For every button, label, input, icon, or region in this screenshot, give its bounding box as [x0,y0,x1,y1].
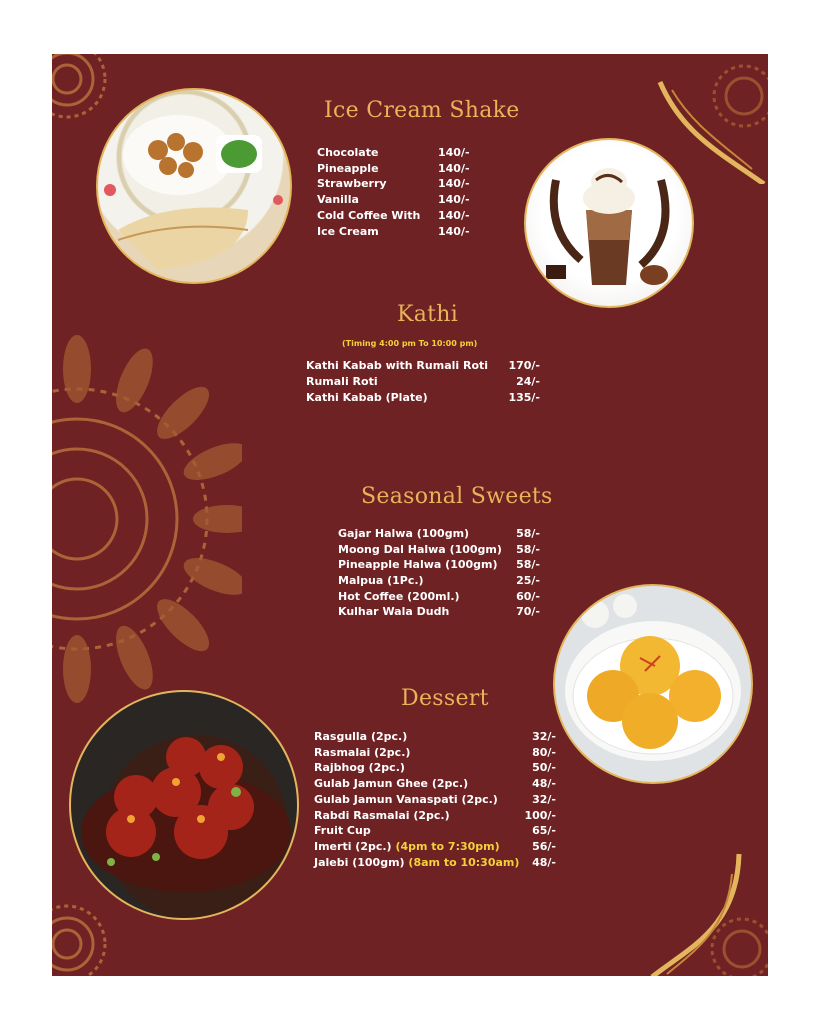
mandala-petal [108,621,160,695]
menu-item-timing: (4pm to 7:30pm) [395,840,500,853]
menu-item-name: Gulab Jamun Vanaspati (2pc.) [314,793,498,806]
menu-item-price: 80/- [532,746,556,759]
mandala-petal [179,436,242,488]
menu-item-name: Rumali Roti [306,375,378,388]
menu-item-price: 50/- [532,761,556,774]
menu-item-price: 65/- [532,824,556,837]
menu-item-price: 56/- [532,840,556,853]
menu-item-price: 140/- [438,177,470,190]
menu-item-name: Kulhar Wala Dudh [338,605,450,618]
menu-item-price: 135/- [508,391,540,404]
menu-item-price: 32/- [532,730,556,743]
menu-item-name: Rasmalai (2pc.) [314,746,411,759]
menu-item-name: Cold Coffee With [317,209,421,222]
menu-item-name: Strawberry [317,177,387,190]
menu-item-name [314,855,519,871]
menu-item-price: 140/- [438,225,470,238]
menu-page [52,54,768,976]
mandala-petal [63,335,91,403]
menu-item-price: 70/- [516,605,540,618]
menu-item-price: 140/- [438,193,470,206]
menu-item-price: 58/- [516,543,540,556]
mandala-top-left-ornament [52,54,112,124]
menu-item-name: Rajbhog (2pc.) [314,761,405,774]
menu-item-name: Kathi Kabab with Rumali Roti [306,359,489,372]
mandala-large-left-ornament [52,304,242,734]
menu-item-name: Moong Dal Halwa (100gm) [338,543,502,556]
menu-item-name: Rabdi Rasmalai (2pc.) [314,809,450,822]
menu-item-price: 170/- [508,359,540,372]
menu-item-name: Vanilla [317,193,359,206]
menu-item-price: 24/- [516,375,540,388]
mandala-petal [108,344,160,418]
menu-item-name: Malpua (1Pc.) [338,574,424,587]
menu-item-name [314,839,500,855]
menu-item-price: 58/- [516,527,540,540]
mandala-petal [149,379,217,447]
menu-item-price: 32/- [532,793,556,806]
menu-item-timing: (8am to 10:30am) [408,856,520,869]
menu-item-name: Pineapple [317,162,379,175]
menu-item-price: 58/- [516,558,540,571]
gulab-jamun-photo [69,690,299,920]
kathi-timing-note: (Timing 4:00 pm To 10:00 pm) [342,339,478,348]
mandala-petal [179,550,242,602]
menu-item-label: Imerti (2pc.) [314,840,392,853]
menu-item-price: 100/- [524,809,556,822]
mandala-petal [193,505,242,533]
kathi-kabab-plate-photo [96,88,292,284]
menu-item-label: Jalebi (100gm) [314,856,405,869]
menu-item-name: Gajar Halwa (100gm) [338,527,470,540]
menu-item-price: 25/- [516,574,540,587]
menu-item-name: Kathi Kabab (Plate) [306,391,428,404]
menu-item-name: Pineapple Halwa (100gm) [338,558,498,571]
menu-item-name: Hot Coffee (200ml.) [338,590,460,603]
menu-item-name: Ice Cream [317,225,379,238]
menu-item-price: 48/- [532,856,556,869]
gold-swirl-bottom-right-ornament [647,849,768,976]
mandala-petal [149,591,217,659]
menu-item-name: Gulab Jamun Ghee (2pc.) [314,777,469,790]
ice-cream-shake-heading: Ice Cream Shake [324,98,520,123]
menu-item-price: 140/- [438,146,470,159]
menu-item-price: 48/- [532,777,556,790]
kathi-heading: Kathi [397,302,459,327]
menu-item-name: Fruit Cup [314,824,371,837]
mandala-bottom-left-ornament [52,899,112,976]
menu-item-price: 140/- [438,209,470,222]
menu-item-price: 140/- [438,162,470,175]
menu-item-price: 60/- [516,590,540,603]
menu-item-name: Rasgulla (2pc.) [314,730,408,743]
mandala-petal [63,635,91,703]
cold-coffee-shake-photo [524,138,694,308]
menu-item-name: Chocolate [317,146,379,159]
dessert-heading: Dessert [401,686,489,711]
seasonal-sweets-heading: Seasonal Sweets [361,484,553,509]
rasmalai-bowl-photo [553,584,753,784]
